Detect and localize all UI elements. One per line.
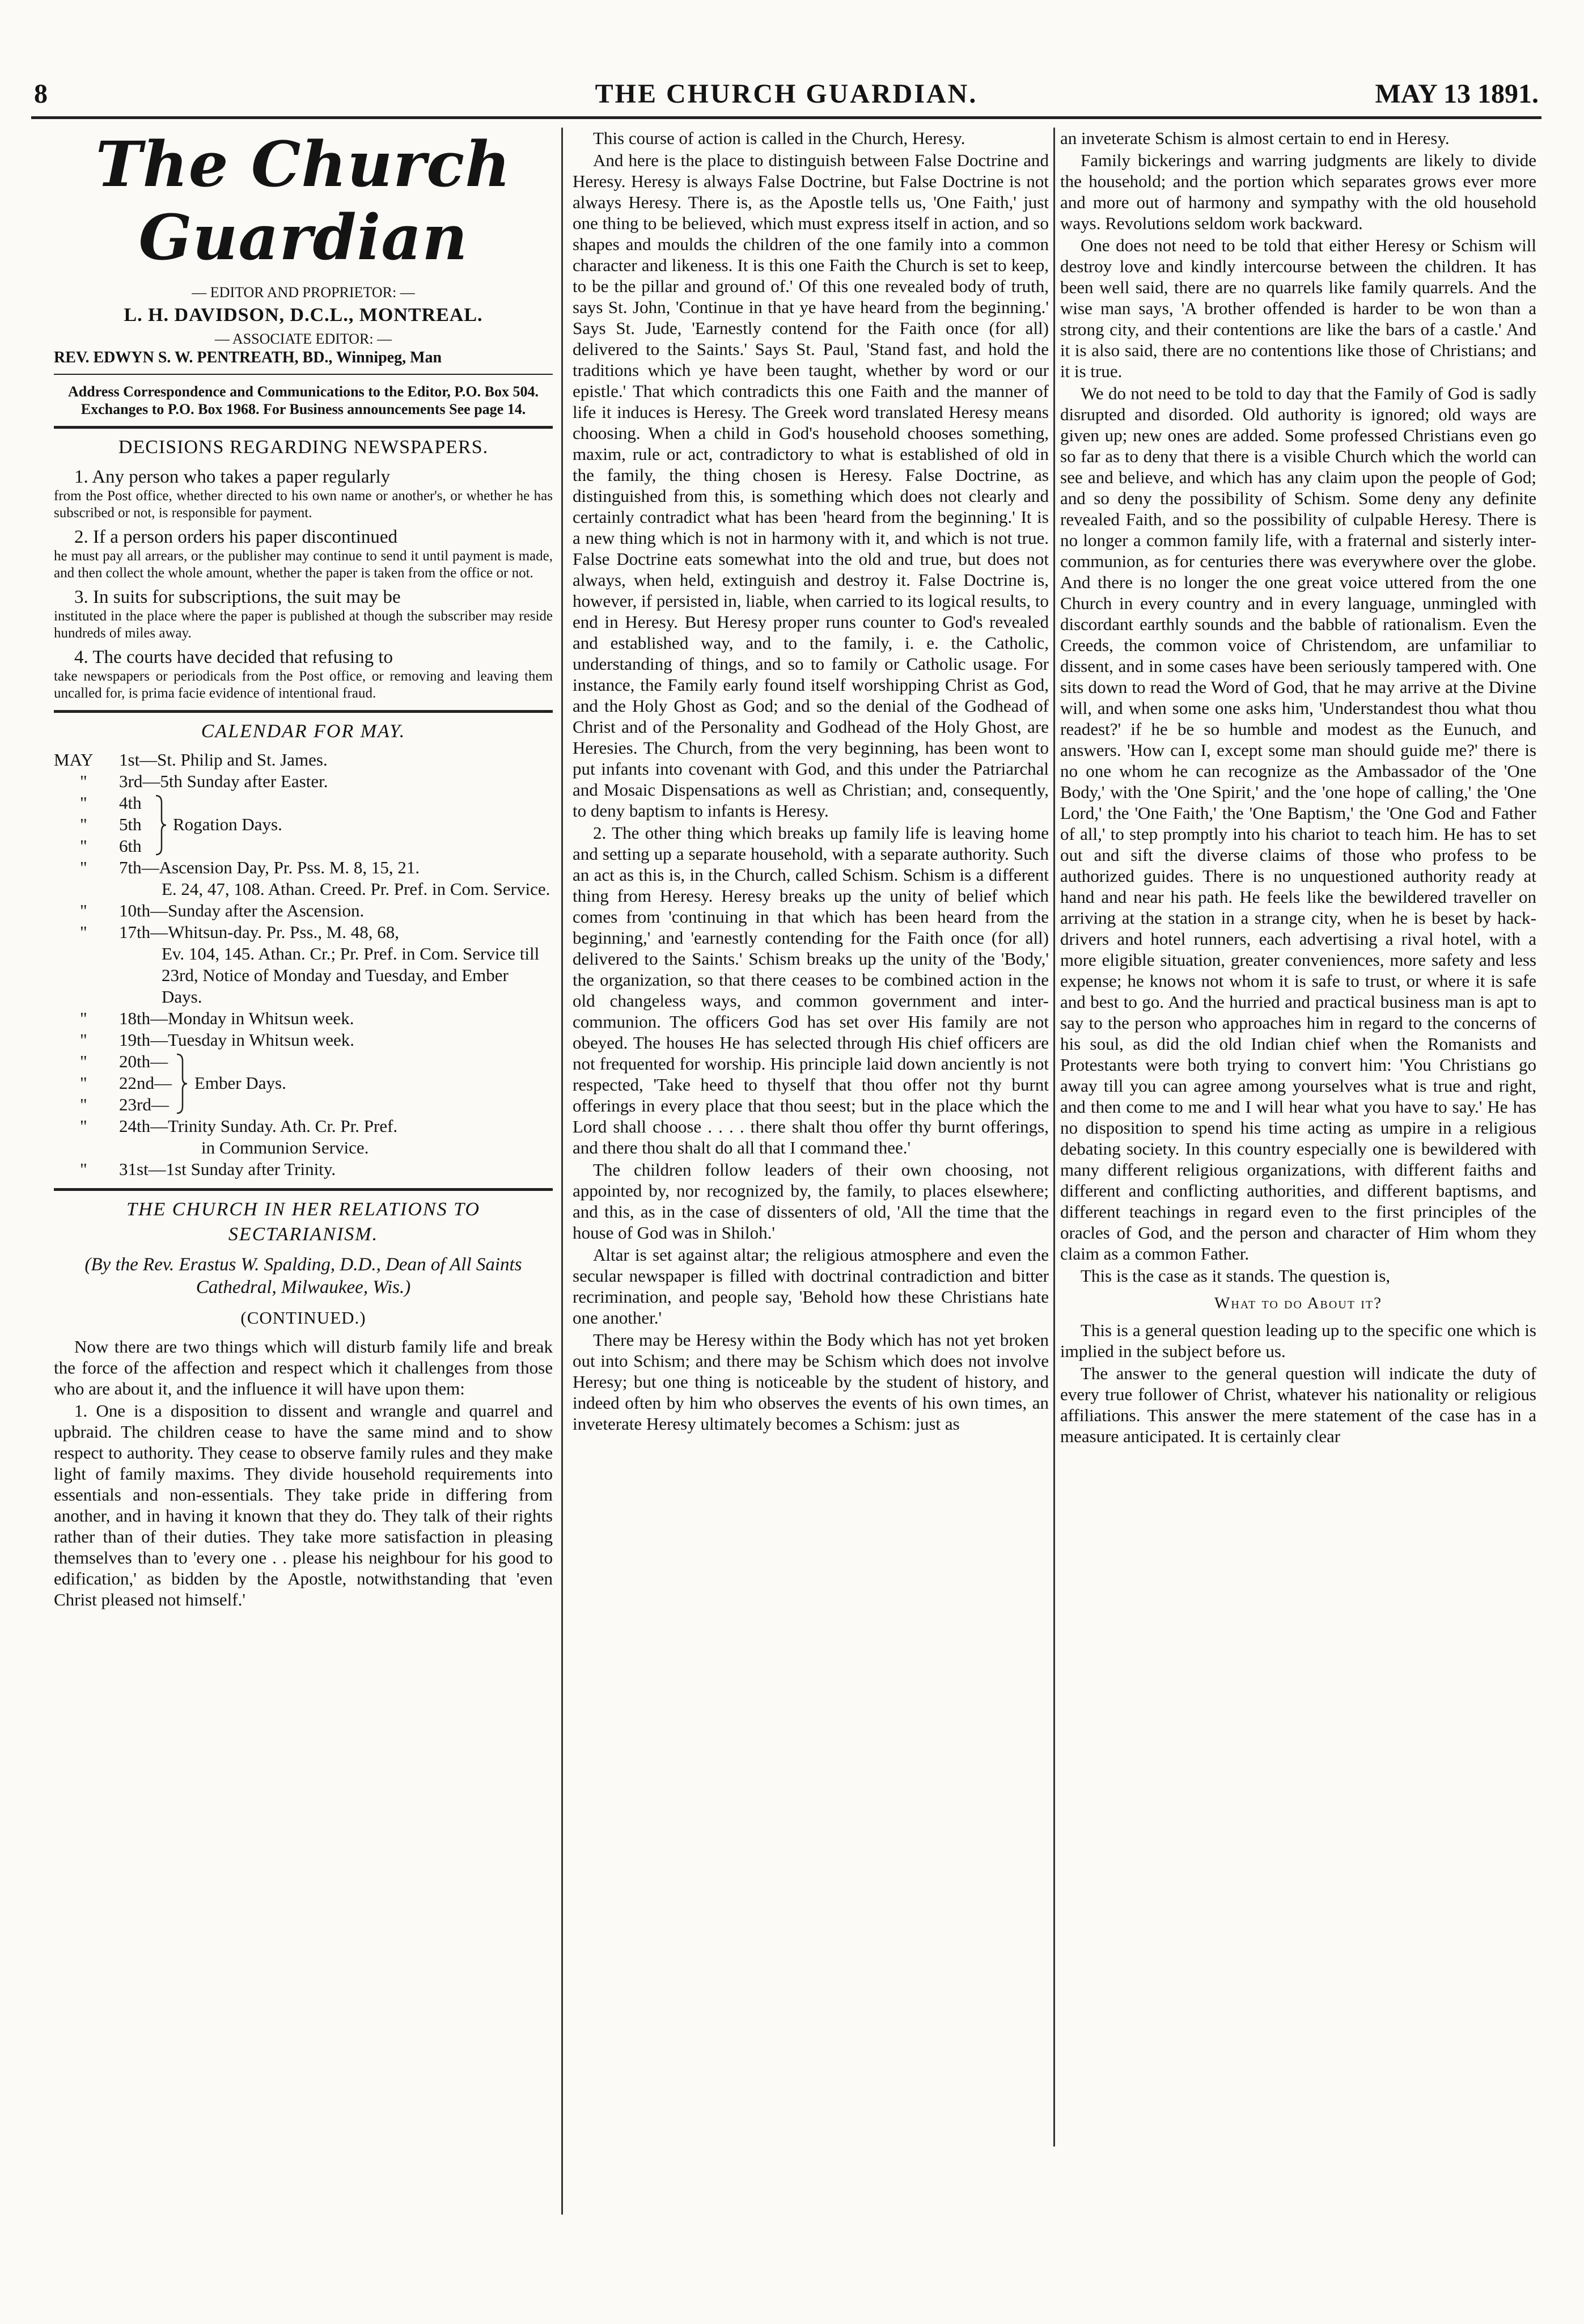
article-paragraph: There may be Heresy within the Body which has not yet broken out into Schism; and there may be Schism which does not involve Heresy; but one thing is noticeable by the student of history, and indeed often by him who observes the events of his own times, an inveterate Heresy ultimately becomes a Schism: just as [573, 1330, 1049, 1434]
calendar-entry: 1st—St. Philip and St. James. [119, 750, 328, 770]
rule [54, 1188, 553, 1191]
rogation-days-group [54, 792, 553, 857]
ditto-mark: " [80, 1116, 87, 1136]
article-paragraph: 1. One is a disposition to dissent and wrangle and quarrel and upbraid. The children cease to have the same mind and to show respect to authority. They cease to observe family rules and they make light of family maxims. They divide household requirements into essentials and non-essentials. They take pride in differing from another, and in having it known that they do. They talk of their rights rather than of their duties. They take more satisfaction in pleasing themselves than to 'every one . . please his neighbour for his good to edification,' as bidden by the Apostle, notwithstanding that 'even Christ pleased not himself.' [54, 1401, 553, 1609]
rule [54, 426, 553, 429]
article-heading: THE CHURCH IN HER RELATIONS TO [126, 1199, 480, 1220]
decision-text: he must pay all arrears, or the publisher may continue to send it until payment is made, and then collect the whole amount, whether the paper is taken from the office or not. [54, 548, 553, 581]
ditto-mark: " [80, 857, 87, 877]
article-paragraph: The answer to the general question will indicate the duty of every true follower of Christ, whatever his nationality or religious affiliations. This answer the mere statement of the case has in a measure anticipated. It is certainly clear [1060, 1363, 1536, 1446]
article-paragraph: One does not need to be told that either Heresy or Schism will destroy love and kindly intercourse between the children. It has been well said, there are no quarrels like family quarrels. And the wise man says, 'A brother offended is harder to be won than a strong city, and their contentions are like the bars of a castle.' And it is also said, there are no contentions like those of Christians; and it is true. [1060, 235, 1536, 381]
decision-text: instituted in the place where the paper is published at though the subscriber may reside hundreds of miles away. [54, 609, 553, 641]
decision-item [54, 647, 553, 702]
decision-text: take newspapers or periodicals from the Post office, or removing and leaving them uncalled for, is prima facie evidence of intentional fraud. [54, 669, 553, 701]
decision-item [54, 526, 553, 582]
article-paragraph: an inveterate Schism is almost certain to end in Heresy. [1060, 128, 1450, 148]
calendar-row [54, 900, 553, 922]
associate-editor-name: REV. EDWYN S. W. PENTREATH, BD., Winnipeg, Man [54, 349, 442, 366]
ditto-mark: " [80, 1030, 87, 1050]
ditto-mark: " [80, 1051, 87, 1071]
article-paragraph: 2. The other thing which breaks up family life is leaving home and setting up a separate household, with a separate authority. Such an act as this is, in the Church, called Schism. Schism is a different thing from Heresy. Heresy breaks up the unity of belief which comes from 'continuing in that which has been heard from the beginning,' and 'earnestly contending for the Faith once (for all) delivered to the Saints.' Schism breaks up the unity of the 'Body,' the organization, so that there ceases to be combined action in the old changeless ways, and common government and inter-communion. The officers God has set over His family are not obeyed. The houses He has selected through His chief officers are not frequented for worship. His principle laid down anciently is not respected, 'Take heed to thyself that thou offer not thy burnt offerings in every place that thou seest; but in the place which the Lord shall choose . . . . there shalt thou offer thy burnt offerings, and there thou shalt do all that I command thee.' [573, 823, 1049, 1157]
ditto-mark: " [80, 814, 87, 834]
column-3 [1060, 128, 1536, 2146]
ditto-mark: " [80, 1095, 87, 1114]
article-paragraph: We do not need to be told to day that the Family of God is sadly disrupted and disorded. Old authority is ignored; old ways are given up; new ones are added. Some professed Christians even go so far as to deny that there is a visible Church which the world can see and believe, and which has any claim upon the people of God; and so deny the possibility of Schism. Some deny any definite revealed Faith, and so the possibility of culpable Heresy. There is no longer a common family life, with a fraternal and sisterly inter-communion, as for centuries there was everywhere over the globe. And there is no longer the one great voice uttered from the one Church in every country and in every language, unmingled with discordant earthly sounds and the babble of rationalism. Even the Creeds, the common voice of Christendom, are unfamiliar to dissent, and in some cases have been seriously tampered with. One sits down to read the Word of God, that he may arrive at the Divine will, and when some one asks him, 'Understandest thou what thou readest?' if he be so humble and modest as the Eunuch, and answers. 'How can I, except some man should guide me?' there is no one whom he can recognize as the Ambassador of the 'One Body,' with the 'One Spirit,' and the 'one hope of calling,' the 'One Lord,' the 'One Faith,' the 'One Baptism,' the 'One God and Father of all,' to step promptly into his chariot to teach him. He has to set out and sift the diverse claims of those who profess to be authorized guides. There is no unquestioned authority ready at hand and near his path. He feels like the bewildered traveller on arriving at the station in a strange city, when he is beset by hack-drivers and hotel runners, each advertising a rival hotel, with a more eligible situation, greater conveniences, more safety and less expense; he knows not whom it is safe to trust, or where it is safe and best to go. And the hurried and practical business man is apt to say to the person who approaches him in regard to the concerns of his soul, as did the old Indian chief when the Romanists and Protestants were both trying to convert him: 'You Christians go away till you can agree among yourselves what is true and right, and then come to me and I will hear what you have to say.' He has no disposition to spend his time acting as umpire in a religious debating society. In this country especially one is bewildered with many different religious organizations, with different faiths and different and conflicting authorities, and different baptisms, and different teachings in regard even to the first principles of the oracles of God, and the person and character of Him whom they claim as a common Father. [1060, 383, 1536, 1264]
editor-name: L. H. DAVIDSON, D.C.L., MONTREAL. [124, 305, 483, 326]
calendar-heading: CALENDAR FOR MAY. [201, 721, 406, 742]
article-paragraph: This course of action is called in the Church, Heresy. [593, 128, 965, 148]
ditto-mark: " [80, 901, 87, 920]
calendar-entry: 18th—Monday in Whitsun week. [119, 1008, 354, 1028]
article-paragraph: Now there are two things which will disturb family life and break the force of the affection and respect which it challenges from those who are about it, and the influence it will have upon them: [54, 1337, 553, 1398]
ember-label: Ember Days. [194, 1073, 286, 1093]
ditto-mark: " [80, 1008, 87, 1028]
decision-text: from the Post office, whether directed to his own name or another's, or whether he has subscribed or not, is responsible for payment. [54, 488, 553, 521]
ditto-mark: " [80, 836, 87, 856]
column-divider [1053, 128, 1055, 2146]
page-number: 8 [34, 79, 48, 109]
calendar-row [54, 1159, 553, 1180]
calendar-row [54, 1029, 553, 1051]
continued-label: (CONTINUED.) [240, 1308, 366, 1328]
calendar-row [54, 857, 553, 878]
calendar-row [54, 749, 553, 771]
ditto-mark: " [80, 1073, 87, 1093]
article-paragraph: Family bickerings and warring judgments are likely to divide the household; and the portion which separates grows ever more and more out of harmony and sympathy with the old household ways. Revolutions seldom work backward. [1060, 150, 1536, 233]
article-paragraph: Altar is set against altar; the religious atmosphere and even the secular newspaper is filled with doctrinal contradiction and bitter recrimination, and people say, 'Behold how these Christians hate one another.' [573, 1245, 1049, 1328]
column-1 [54, 128, 553, 2220]
calendar-entry: 10th—Sunday after the Ascension. [119, 901, 365, 920]
article-heading-line2: SECTARIANISM. [228, 1224, 379, 1245]
article-subheading: What to do About it? [1214, 1294, 1382, 1312]
calendar-entry: 17th—Whitsun-day. Pr. Pss., M. 48, 68, [119, 922, 400, 942]
calendar-day: 4th [119, 793, 142, 813]
calendar-row [54, 771, 553, 792]
calendar-row [54, 1008, 553, 1029]
header-rule [31, 116, 1541, 119]
calendar-entry: 7th—Ascension Day, Pr. Pss. M. 8, 15, 21. [119, 857, 420, 877]
calendar-day: 6th [119, 836, 142, 856]
ember-days-group [54, 1051, 553, 1115]
ditto-mark: " [80, 793, 87, 813]
decision-item [54, 586, 553, 642]
article-paragraph: This is the case as it stands. The question is, [1081, 1266, 1391, 1286]
calendar-entry: 3rd—5th Sunday after Easter. [119, 771, 328, 791]
calendar-entry: 31st—1st Sunday after Trinity. [119, 1159, 336, 1179]
article-paragraph: This is a general question leading up to the specific one which is implied in the subject before us. [1060, 1320, 1536, 1361]
column-2 [573, 128, 1049, 2146]
associate-editor-label: — ASSOCIATE EDITOR: — [214, 331, 392, 347]
calendar-row [54, 922, 553, 943]
decision-lead: 3. In suits for subscriptions, the suit may be [74, 587, 401, 607]
calendar-day: 23rd— [119, 1095, 169, 1114]
article-paragraph: The children follow leaders of their own choosing, not appointed by, nor recognized by, the family, to places elsewhere; and this, as in the case of dissenters of old, 'All the time that the house of God was in Shiloh.' [573, 1160, 1049, 1243]
calendar-entry: 19th—Tuesday in Whitsun week. [119, 1030, 355, 1050]
decision-lead: 2. If a person orders his paper discontinued [74, 527, 398, 547]
column-divider [561, 128, 563, 2215]
ditto-mark: " [80, 1159, 87, 1179]
calendar-entry: 24th—Trinity Sunday. Ath. Cr. Pr. Pref. [119, 1116, 398, 1136]
brace-icon [155, 795, 167, 856]
ditto-mark: " [80, 771, 87, 791]
decisions-heading: DECISIONS REGARDING NEWSPAPERS. [118, 437, 489, 458]
brace-icon [176, 1053, 188, 1114]
rule [54, 374, 553, 375]
calendar-row [54, 1115, 553, 1137]
month-label: MAY [54, 750, 94, 770]
calendar-entry-continued: in Communion Service. [201, 1138, 369, 1157]
calendar-day: 5th [119, 814, 142, 834]
editor-label: — EDITOR AND PROPRIETOR: — [192, 284, 415, 301]
rogation-label: Rogation Days. [173, 814, 282, 834]
decision-lead: 1. Any person who takes a paper regularly [74, 467, 391, 487]
article-paragraph: And here is the place to distinguish between False Doctrine and Heresy. Heresy is always False Doctrine, but False Doctrine is not always Heresy. There is, as the Apostle tells us, 'One Faith,' just one thing to be believed, which must express itself in action, and so shapes and moulds the children of the one family into a common character and likeness. It is this one Faith the Church is set to keep, to be the pillar and ground of.' Of this one revealed body of truth, says St. John, 'Continue in that ye have heard from the beginning.' Says St. Jude, 'Earnestly contend for the Faith once (for all) delivered to the Saints.' Says St. Paul, 'Stand fast, and hold the traditions which ye have been taught, whether by word or our epistle.' That which contradicts this one Faith and the manner of life it induces is Heresy. The Greek word translated Heresy means choosing. When a child in God's household chooses something, maxim, rule or act, contradictory to what is established of old in the family, the thing chosen is Heresy. False Doctrine, as distinguished from this, is something which does not clearly and certainly contradict what has been 'heard from the beginning.' It is a new thing which is not in harmony with it, and which is not true. False Doctrine eats somewhat into the old and true, but does not always, when held, extinguish and destroy it. False Doctrine is, however, if persisted in, liable, when carried to its logical results, to end in Heresy. But Heresy proper runs counter to God's revealed and established way, and to the family, i. e. the Catholic, understanding of things, and so to family or Catholic usage. For instance, the Family early found itself worshipping Christ as God, and the Holy Ghost as God; and so the denial of the Godhead of Christ and of the Personality and Godhead of the Holy Ghost, are Heresies. The Church, from the very beginning, has been wont to put infants into covenant with God, and this under the Patriarchal and Mosaic Dispensations as well as Christian; and, consequently, to deny baptism to infants is Heresy. [573, 150, 1049, 821]
address-notice: Address Correspondence and Communications to the Editor, P.O. Box 504. Exchanges to P.O. Box 1968. For Business announcements See page 14. [68, 383, 539, 417]
calendar-entry-continued: Ev. 104, 145. Athan. Cr.; Pr. Pref. in Com. Service till 23rd, Notice of Monday and Tuesday, and Ember Days. [162, 944, 540, 1007]
ditto-mark: " [80, 922, 87, 942]
rule [54, 710, 553, 713]
running-title: THE CHURCH GUARDIAN. [595, 79, 978, 109]
page-header [34, 68, 1539, 119]
calendar-entry-continued: E. 24, 47, 108. Athan. Creed. Pr. Pref. in Com. Service. [162, 879, 550, 899]
masthead-title: The Church Guardian [95, 128, 511, 274]
calendar-day: 22nd— [119, 1073, 172, 1093]
article-byline: (By the Rev. Erastus W. Spalding, D.D., Dean of All Saints Cathedral, Milwaukee, Wis.) [84, 1254, 522, 1298]
calendar-day: 20th— [119, 1051, 168, 1071]
decision-lead: 4. The courts have decided that refusing to [74, 647, 393, 667]
issue-date: MAY 13 1891. [1375, 79, 1539, 109]
decision-item [54, 466, 553, 522]
